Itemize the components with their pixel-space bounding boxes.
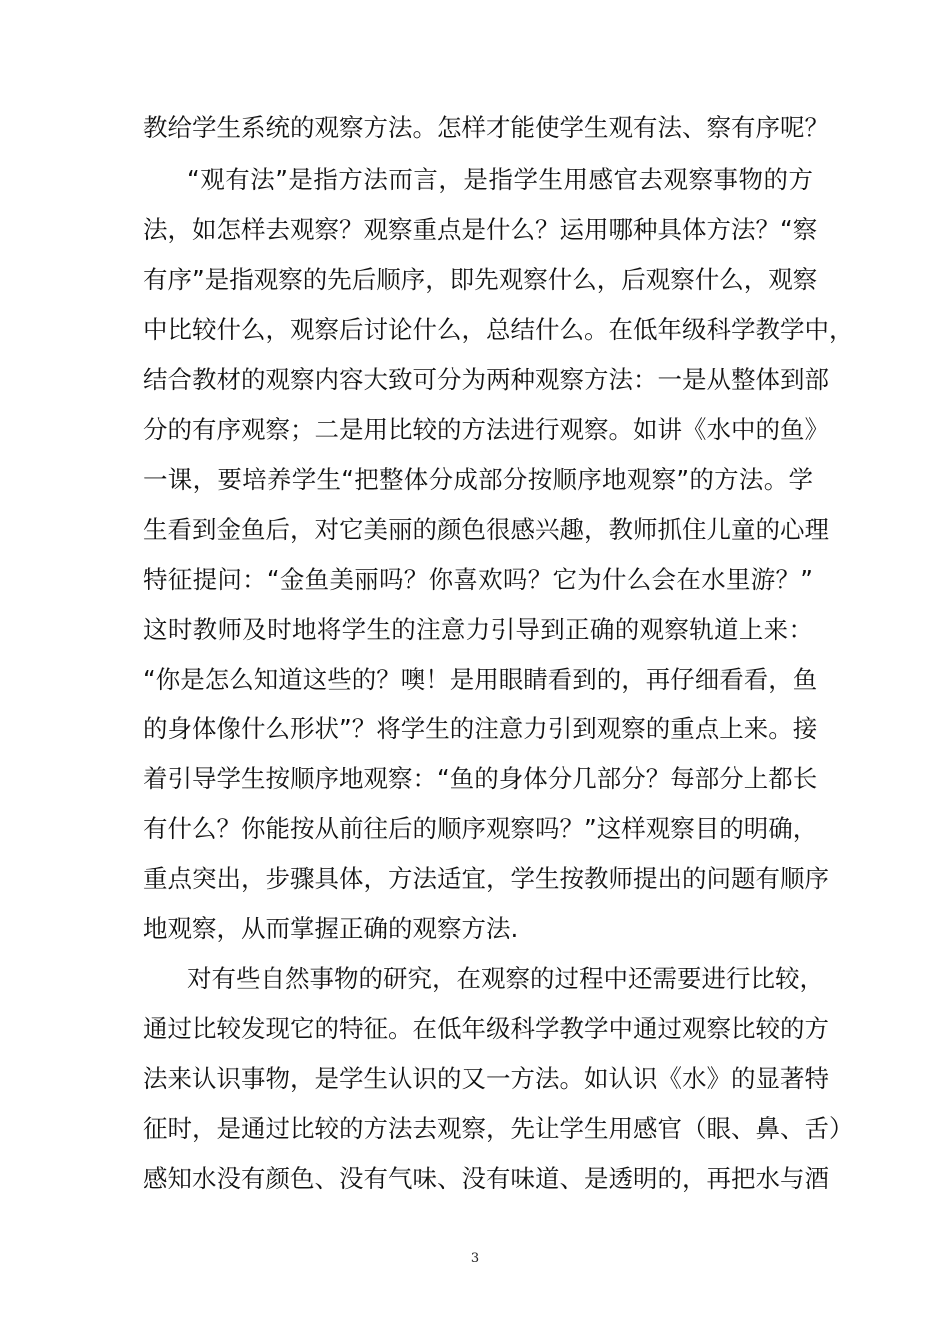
paragraph-2-line-7: 一课，要培养学生“把整体分成部分按顺序地观察”的方法。学 bbox=[143, 465, 813, 494]
paragraph-2-line-3: 有序”是指观察的先后顺序，即先观察什么，后观察什么，观察 bbox=[143, 265, 818, 294]
paragraph-3-line-5: 感知水没有颜色、没有气味、没有味道、是透明的，再把水与酒 bbox=[143, 1164, 829, 1193]
paragraph-2-line-1: “观有法”是指方法而言，是指学生用感官去观察事物的方 bbox=[187, 165, 813, 194]
paragraph-2-line-5: 结合教材的观察内容大致可分为两种观察方法：一是从整体到部 bbox=[143, 365, 829, 394]
paragraph-3-line-1: 对有些自然事物的研究，在观察的过程中还需要进行比较， bbox=[187, 964, 824, 993]
paragraph-3-line-3: 法来认识事物，是学生认识的又一方法。如认识《水》的显著特 bbox=[143, 1064, 829, 1093]
paragraph-2-line-16: 地观察，从而掌握正确的观察方法. bbox=[143, 914, 519, 943]
paragraph-2-line-6: 分的有序观察；二是用比较的方法进行观察。如讲《水中的鱼》 bbox=[143, 415, 829, 444]
paragraph-3-line-4: 征时，是通过比较的方法去观察，先让学生用感官（眼、鼻、舌） bbox=[143, 1114, 854, 1143]
paragraph-2-line-13: 着引导学生按顺序地观察：“鱼的身体分几部分？每部分上都长 bbox=[143, 764, 818, 793]
page-number: 3 bbox=[470, 1251, 480, 1266]
paragraph-3-line-2: 通过比较发现它的特征。在低年级科学教学中通过观察比较的方 bbox=[143, 1014, 829, 1043]
paragraph-2-line-4: 中比较什么，观察后讨论什么，总结什么。在低年级科学教学中， bbox=[143, 315, 854, 344]
paragraph-2-line-8: 生看到金鱼后，对它美丽的颜色很感兴趣，教师抓住儿童的心理 bbox=[143, 515, 829, 544]
paragraph-2-line-11: “你是怎么知道这些的？噢！是用眼睛看到的，再仔细看看，鱼 bbox=[143, 665, 818, 694]
paragraph-2-line-2: 法，如怎样去观察？观察重点是什么？运用哪种具体方法？“察 bbox=[143, 215, 818, 244]
paragraph-2-line-9: 特征提问：“金鱼美丽吗？你喜欢吗？它为什么会在水里游？” bbox=[143, 565, 813, 594]
paragraph-2-line-10: 这时教师及时地将学生的注意力引导到正确的观察轨道上来： bbox=[143, 615, 813, 644]
paragraph-1-line-1: 教给学生系统的观察方法。怎样才能使学生观有法、察有序呢？ bbox=[143, 113, 829, 142]
paragraph-2-line-14: 有什么？你能按从前往后的顺序观察吗？”这样观察目的明确， bbox=[143, 814, 818, 843]
paragraph-2-line-12: 的身体像什么形状”？将学生的注意力引到观察的重点上来。接 bbox=[143, 714, 818, 743]
paragraph-2-line-15: 重点突出，步骤具体，方法适宜，学生按教师提出的问题有顺序 bbox=[143, 864, 829, 893]
